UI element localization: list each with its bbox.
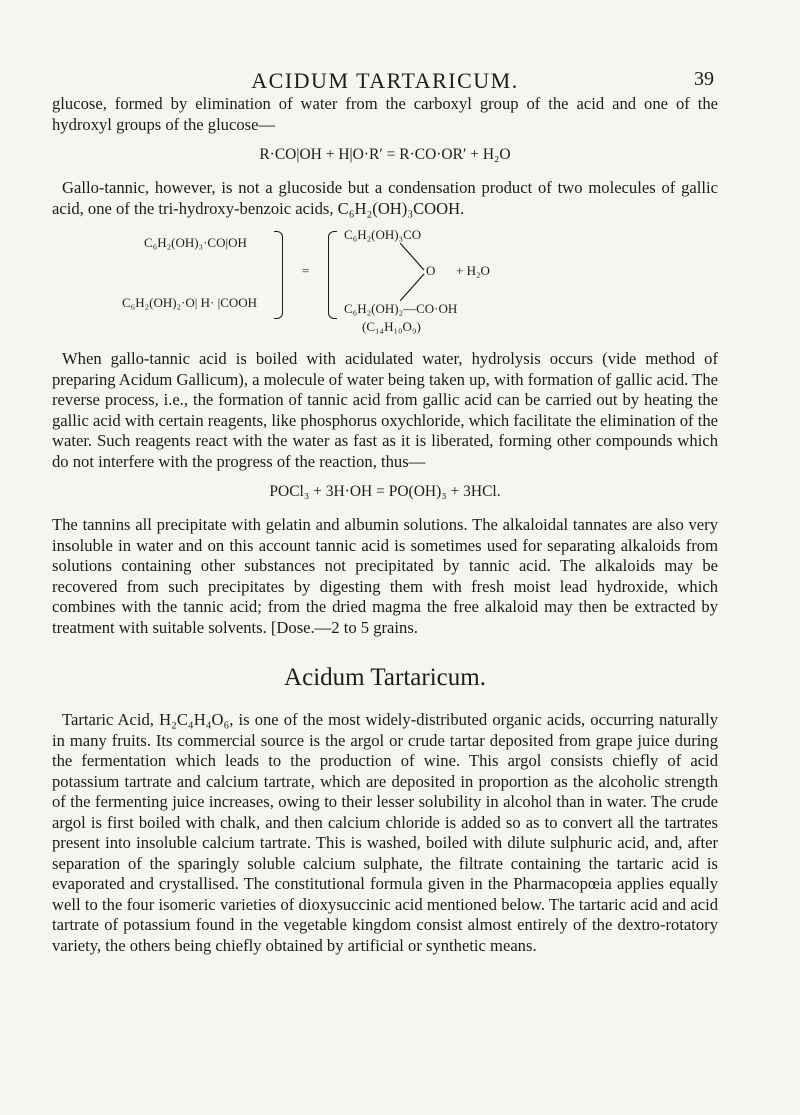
running-head: ACIDUM TARTARICUM. (251, 68, 519, 93)
paragraph-tannins: The tannins all precipitate with gelatin and albumin solutions. The alkaloidal tannates are also very insoluble in water and on this account tannic acid is sometimes used for separating alkaloids from solutions containing other substances not precipitated by tannic acid. The alkaloids may be recovered from such precipitates by digesting them with fresh moist lead hydroxide, which combines with the tannic acid; from the dried magma the free alkaloid may then be extracted by treatment with suitable solvents. [Dose.—2 to 5 grains. (52, 515, 718, 637)
page-number: 39 (694, 68, 714, 90)
right-brace (328, 231, 337, 319)
formula-right-bottom: C₆H₂(OH)₂—CO·OH (344, 301, 458, 316)
formula-plus-water: + H₂O (456, 263, 490, 278)
structural-formula (52, 225, 718, 341)
paragraph-glucose: glucose, formed by elimination of water from the carboxyl group of the acid and one of the hydroxyl groups of the glucose— (52, 94, 718, 134)
page-header (52, 58, 718, 94)
formula-equals: = (302, 263, 310, 278)
equation-phosphorus: POCl₃ + 3H·OH = PO(OH)₃ + 3HCl. (269, 483, 501, 500)
formula-left-top: C₆H₂(OH)₃·CO|OH (144, 235, 247, 250)
paragraph-tartaric-acid: Tartaric Acid, H₂C₄H₄O₆, is one of the most widely-distributed organic acids, occurring naturally in many fruits. Its commercial source is the argol or crude tartar deposited from grape juice during the fermentation which leads to the production of wine. This argol consists chiefly of acid potassium tartrate and calcium tartrate, which are deposited in proportion as the alcoholic strength of the fermenting juice increases, owing to their lesser solubility in alcohol than in water. The crude argol is first boiled with chalk, and then calcium chloride is added so as to convert all the tartrates present into insoluble calcium tartrate. This is washed, boiled with dilute sulphuric acid, and, after separation of the sparingly soluble calcium sulphate, the filtrate containing the tartaric acid is evaporated and crystallised. The constitutional formula given in the Pharmacopœia applies equally well to the four isomeric varieties of dioxysuccinic acid mentioned below. The tartaric acid and acid tartrate of potassium found in the vegetable kingdom consist almost entirely of the dextro-rotatory variety, the others being chiefly obtained by artificial or synthetic means. (52, 710, 718, 955)
formula-ether-oxygen: O (426, 263, 436, 278)
formula-left-bottom: C₆H₂(OH)₂·O| H· |COOH (122, 295, 258, 310)
left-brace (274, 231, 283, 319)
section-title: Acidum Tartaricum. (284, 664, 486, 691)
equation-ester: R·CO|OH + H|O·R′ = R·CO·OR′ + H₂O (259, 146, 511, 163)
formula-right-top: C₆H₂(OH)₃CO (344, 227, 422, 242)
paragraph-gallo-tannic: Gallo-tannic, however, is not a glucoside but a condensation product of two molecules of gallic acid, one of the tri-hydroxy-benzoic acids, C₆H₂(OH)₃COOH. (52, 178, 718, 218)
formula-empirical: (C₁₄H₁₀O₉) (362, 319, 421, 334)
paragraph-hydrolysis: When gallo-tannic acid is boiled with acidulated water, hydrolysis occurs (vide method of preparing Acidum Gallicum), a molecule of water being taken up, with formation of gallic acid. The reverse process, i.e., the formation of tannic acid from gallic acid can be carried out by heating the gallic acid with certain reagents, like phosphorus oxychloride, which facilitate the elimination of the water. Such reagents react with the water as fast as it is liberated, forming other compounds which do not interfere with the progress of the reaction, thus— (52, 349, 718, 471)
